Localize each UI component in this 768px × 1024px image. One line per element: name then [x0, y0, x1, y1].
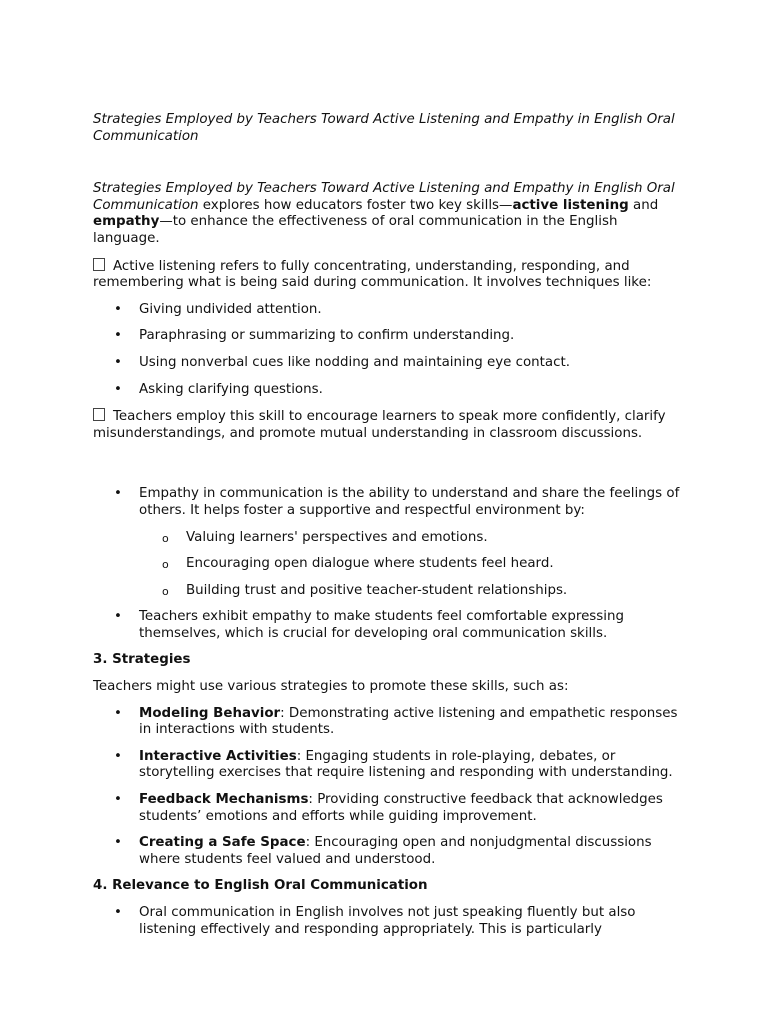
strategy-label: Creating a Safe Space [139, 835, 306, 851]
empathy-teachers-list [93, 609, 683, 642]
intro-text-3: —to enhance the effectiveness of oral communication in the English language. [93, 214, 618, 246]
spacer [93, 452, 683, 486]
active-listening-paragraph [93, 258, 683, 292]
relevance-heading: 4. Relevance to English Oral Communication [93, 878, 428, 894]
active-listening-list [93, 302, 683, 398]
strategy-label: Modeling Behavior [139, 705, 281, 721]
list-item: • Giving undivided attention. [93, 302, 683, 319]
intro-bold-active-listening: active listening [512, 197, 629, 213]
strategy-label: Feedback Mechanisms [139, 792, 309, 808]
active-listening-text: Active listening refers to fully concentrating, understanding, responding, and remembering what is being said during communication. It involves techniques like: [93, 258, 652, 291]
strategy-label: Interactive Activities [139, 748, 297, 764]
list-item-empathy [93, 486, 683, 519]
empathy-sub-list [93, 530, 683, 600]
document-title: Strategies Employed by Teachers Toward Active Listening and Empathy in English Oral Communication [93, 112, 675, 144]
document-page [93, 112, 683, 948]
intro-paragraph [93, 181, 683, 247]
strategy-text: : Providing constructive feedback that acknowledges students’ emotions and efforts while guiding improvement. [139, 792, 663, 824]
intro-text-1: explores how educators foster two key skills— [198, 197, 513, 213]
list-item [93, 835, 683, 868]
missing-glyph-icon [93, 408, 105, 421]
list-item: • Oral communication in English involves not just speaking fluently but also listening effectively and responding appropriately. This is particularly [93, 905, 683, 938]
strategy-text: : Encouraging open and nonjudgmental discussions where students feel valued and understood. [139, 835, 652, 867]
sub-list-item: o Valuing learners' perspectives and emotions. [93, 530, 683, 547]
list-item [93, 706, 683, 739]
teachers-listening-paragraph [93, 408, 683, 442]
sub-list-item: o Building trust and positive teacher-student relationships. [93, 583, 683, 600]
list-item: • Teachers exhibit empathy to make students feel comfortable expressing themselves, which is crucial for developing oral communication skills. [93, 609, 683, 642]
list-item [93, 749, 683, 782]
list-item: • Asking clarifying questions. [93, 382, 683, 399]
relevance-list [93, 905, 683, 938]
strategies-heading: 3. Strategies [93, 652, 191, 668]
sub-list-item: o Encouraging open dialogue where students feel heard. [93, 556, 683, 573]
strategy-text: : Engaging students in role-playing, debates, or storytelling exercises that require listening and responding with understanding. [139, 748, 673, 781]
list-item: • Using nonverbal cues like nodding and maintaining eye contact. [93, 355, 683, 372]
strategy-text: : Demonstrating active listening and empathetic responses in interactions with students. [139, 705, 678, 738]
intro-text-2: and [628, 197, 659, 213]
teachers-listening-text: Teachers employ this skill to encourage learners to speak more confidently, clarify misunderstandings, and promote mutual understanding in classroom discussions. [93, 409, 666, 441]
strategies-intro: Teachers might use various strategies to promote these skills, such as: [93, 679, 569, 695]
list-item [93, 792, 683, 825]
intro-italic-title: Strategies Employed by Teachers Toward Active Listening and Empathy in English Oral Communication [93, 181, 675, 213]
list-item: • Paraphrasing or summarizing to confirm understanding. [93, 328, 683, 345]
missing-glyph-icon [93, 258, 105, 271]
intro-bold-empathy: empathy [93, 214, 160, 230]
strategies-list [93, 706, 683, 869]
empathy-text: Empathy in communication is the ability to understand and share the feelings of others. It helps foster a supportive and respectful environment by: [139, 486, 680, 518]
empathy-list [93, 486, 683, 519]
